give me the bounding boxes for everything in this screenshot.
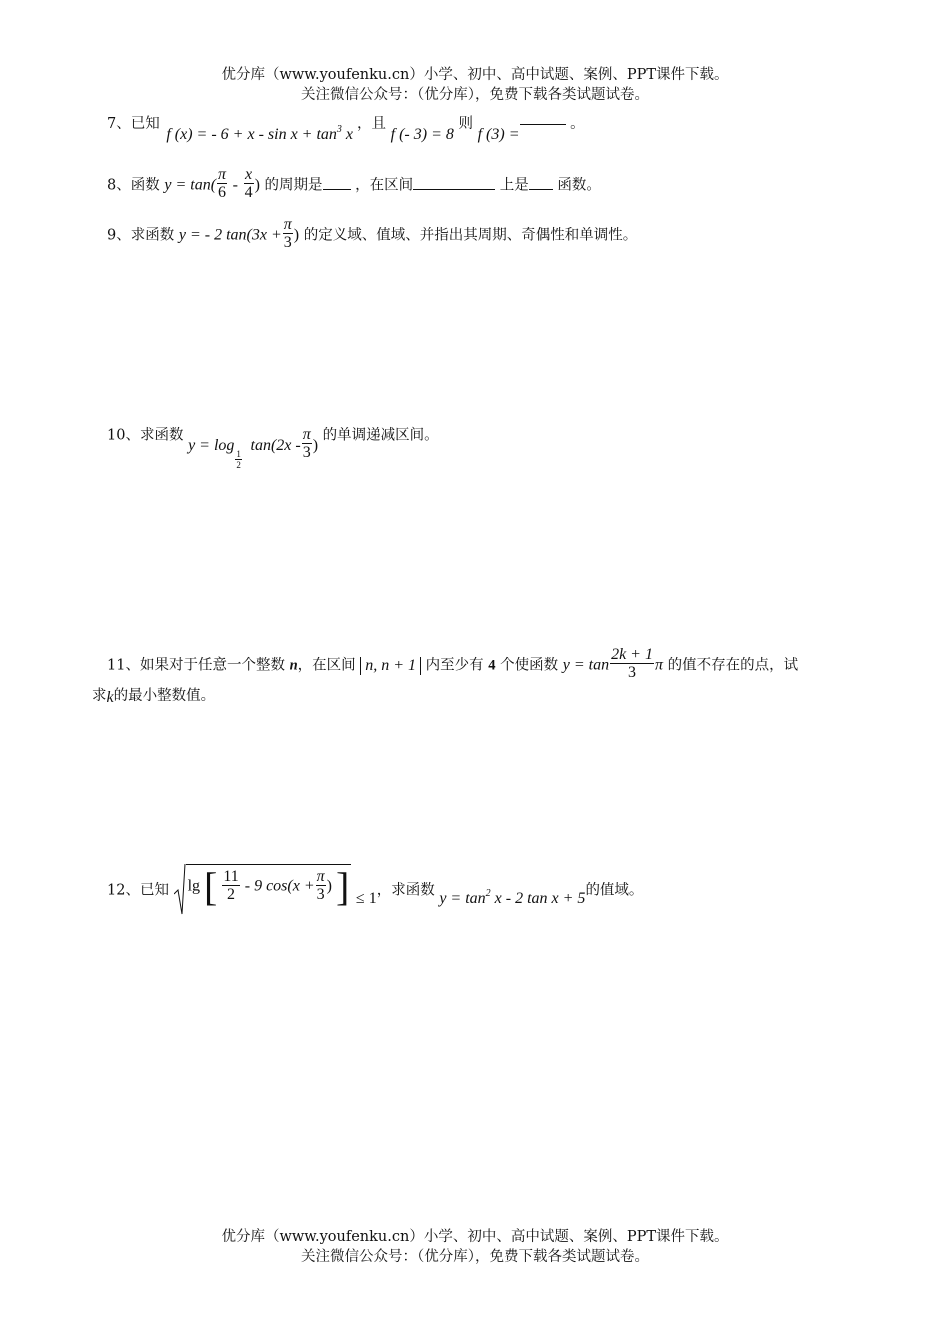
q12-n11: 11 — [223, 867, 239, 885]
q10-base-den: 2 — [236, 460, 241, 470]
header-line-2: 关注微信公众号：（优分库），免费下载各类试题试卷。 — [301, 87, 649, 103]
q8-type-blank[interactable] — [529, 188, 553, 190]
q10-y: y = log — [188, 436, 235, 454]
q10-close: ) — [312, 436, 319, 454]
q8-text-2: ，在区间 — [355, 177, 414, 194]
q7-formula: f (x) = - 6 + x - sin x + tan — [166, 126, 337, 143]
q8-text-1: 的周期是 — [264, 177, 323, 194]
q8-period-blank[interactable] — [323, 188, 351, 190]
q12-sq: 2 — [485, 887, 491, 899]
q9-three: 3 — [283, 234, 292, 251]
q10-base-num: 1 — [236, 449, 241, 459]
q11-pi: π — [654, 656, 663, 674]
q8-pi: π — [218, 166, 227, 183]
q7-end: 。 — [570, 116, 585, 132]
question-11-line-2 — [92, 686, 215, 706]
q8-minus: - — [232, 176, 238, 194]
q12-le: ≤ 1 — [355, 889, 377, 907]
q12-sqrt: lg [ $\frac{11}{2}$ - 9 cos(x + $\frac{\pi}{3}$ ) ] — [174, 864, 352, 907]
q7-then: 则 — [458, 116, 473, 132]
q7-cond: f (- 3) = 8 — [390, 126, 454, 143]
q9-y: y = - 2 tan(3x + — [178, 226, 282, 244]
q12-d2: 2 — [227, 885, 236, 903]
q8-text-3: 上是 — [499, 177, 529, 194]
q11-text-3: 个使函数 — [500, 657, 559, 674]
q7-answer-blank[interactable] — [520, 123, 566, 125]
q11-four: 4 — [488, 657, 496, 674]
q8-y: y = tan( — [164, 176, 217, 194]
q8-close: ) — [254, 176, 260, 194]
footer-line-1: 优分库（www.youfenku.cn）小学、初中、高中试题、案例、PPT课件下载。 — [221, 1229, 729, 1245]
q11-line2-a: 求 — [92, 688, 107, 704]
q9-pi: π — [283, 216, 292, 233]
q10-lead: 10、求函数 — [107, 427, 184, 444]
footer-line-2: 关注微信公众号：（优分库），免费下载各类试题试卷。 — [301, 1249, 649, 1265]
q8-x: x — [245, 166, 253, 183]
q11-num: 2k + 1 — [611, 646, 653, 663]
q7-mid: ，且 — [357, 116, 387, 132]
q12-y: y = tan — [439, 889, 486, 907]
q10-three: 3 — [302, 444, 311, 461]
question-10 — [107, 418, 439, 470]
q11-interval: n, n + 1 — [360, 657, 421, 675]
q7-cube: 3 — [336, 124, 342, 135]
q12-pi: π — [316, 867, 325, 885]
q8-lead: 8、函数 — [107, 177, 160, 194]
q8-text-4: 函数。 — [557, 177, 601, 194]
q7-lead: 7、已知 — [107, 116, 160, 132]
q11-k: k — [106, 689, 114, 706]
q8-six: 6 — [218, 184, 227, 201]
q11-lead: 11、如果对于任意一个整数 — [107, 657, 285, 674]
q12-rest: x - 2 tan x + 5 — [494, 889, 586, 907]
q8-interval-blank[interactable] — [413, 188, 495, 190]
q7-var: x — [345, 126, 354, 143]
q12-lead: 12、已知 — [107, 882, 169, 899]
q10-tan: tan(2x - — [250, 436, 301, 454]
q12-text-1: ，求函数 — [376, 882, 435, 899]
q11-text-1: ，在区间 — [297, 657, 356, 674]
q11-text-4: 的值不存在的点，试 — [667, 657, 799, 674]
q9-close: ) — [293, 226, 300, 244]
q11-line2-b: 的最小整数值。 — [113, 688, 216, 704]
q12-close: ) — [326, 877, 332, 895]
question-7 — [107, 109, 585, 143]
q12-lg: lg — [187, 877, 201, 895]
q11-n: n — [289, 657, 298, 674]
q10-text: 的单调递减区间。 — [322, 427, 439, 444]
q11-y: y = tan — [562, 656, 610, 674]
q7-ask: f (3) = — [477, 126, 520, 143]
q9-text: 的定义域、值域、并指出其周期、奇偶性和单调性。 — [303, 227, 638, 244]
q12-three: 3 — [316, 885, 325, 903]
q12-cos: - 9 cos(x + — [244, 877, 315, 895]
question-12 — [107, 864, 644, 911]
sqrt-icon — [174, 864, 186, 916]
header-line-1: 优分库（www.youfenku.cn）小学、初中、高中试题、案例、PPT课件下载。 — [221, 67, 729, 83]
question-8 — [107, 168, 601, 203]
question-9 — [107, 218, 637, 253]
q9-lead: 9、求函数 — [107, 227, 175, 244]
q12-text-2: 的值域。 — [585, 882, 644, 899]
q11-den: 3 — [628, 664, 637, 681]
q11-text-2: 内至少有 — [425, 657, 484, 674]
question-11 — [107, 648, 798, 683]
q10-pi: π — [302, 426, 311, 443]
q8-four: 4 — [244, 184, 253, 201]
